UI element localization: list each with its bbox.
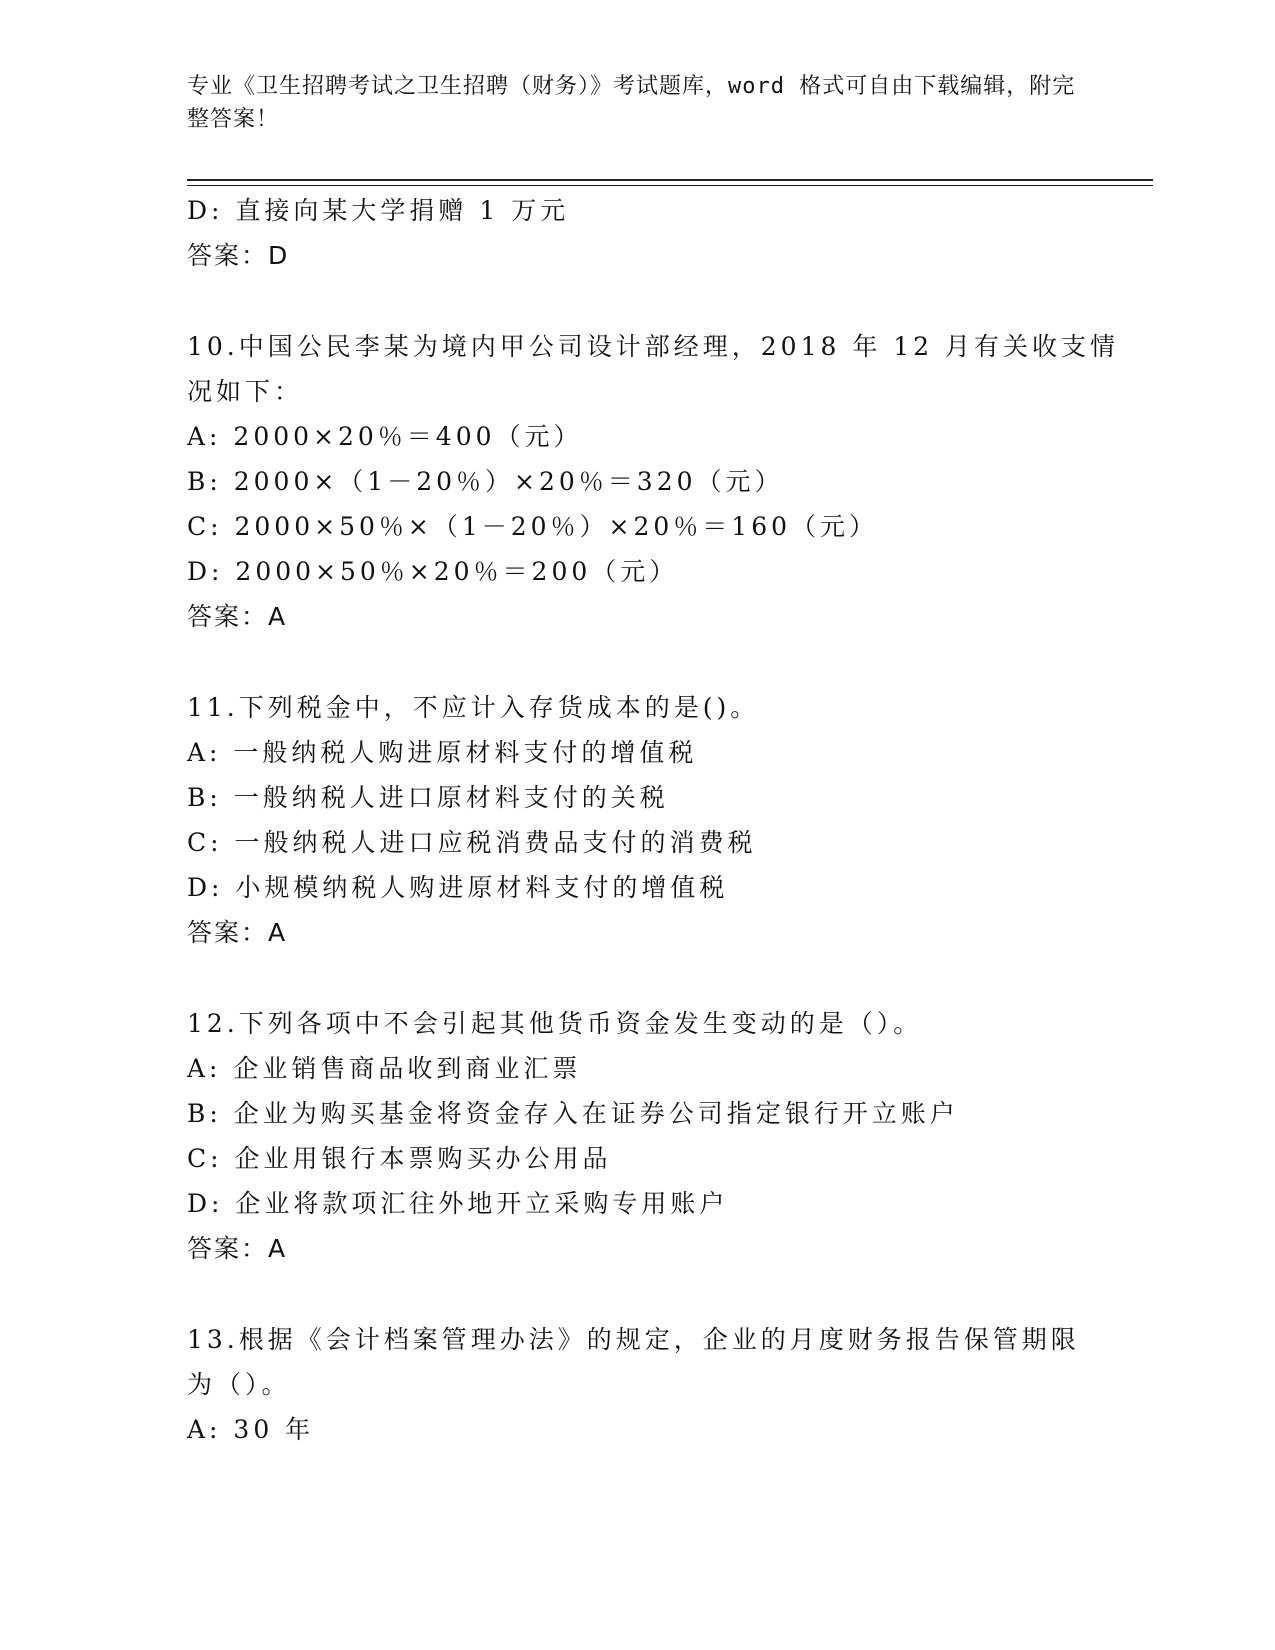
question-stem: 10.中国公民李某为境内甲公司设计部经理，2018 年 12 月有关收支情 [187,332,1120,361]
option-b: B: 一般纳税人进口原材料支付的关税 [187,783,669,812]
answer: 答案：A [187,602,288,631]
question-stem-continued: 为（）。 [187,1370,291,1399]
option-d: D: 2000×50％×20％＝200（元） [187,557,679,586]
option-b: B: 2000×（1－20％）×20％＝320（元） [187,467,784,496]
answer: 答案：A [187,918,288,947]
question-list [187,188,1120,1452]
option-a: A: 一般纳税人购进原材料支付的增值税 [187,738,698,767]
option-d: D: 小规模纳税人购进原材料支付的增值税 [187,873,729,902]
question-stem-continued: 况如下： [187,377,304,406]
option-b: B: 企业为购买基金将资金存入在证券公司指定银行开立账户 [187,1099,959,1128]
option-a: A: 企业销售商品收到商业汇票 [187,1054,582,1083]
question-10 [187,324,1120,639]
question-stem: 12.下列各项中不会引起其他货币资金发生变动的是（）。 [187,1009,923,1038]
option-a: A: 30 年 [187,1415,315,1444]
header-text: 专业《卫生招聘考试之卫生招聘（财务）》考试题库，word 格式可自由下载编辑，附完整答案！ [187,74,1076,132]
option-d: D: 企业将款项汇往外地开立采购专用账户 [187,1189,729,1218]
question-12 [187,1001,1087,1271]
option-c: C: 一般纳税人进口应税消费品支付的消费税 [187,828,757,857]
header-divider-thick [187,179,1153,181]
question-11 [187,685,1087,955]
question-13 [187,1317,1087,1452]
option-c: C: 2000×50％×（1－20％）×20％＝160（元） [187,512,879,541]
question-stem: 13.根据《会计档案管理办法》的规定，企业的月度财务报告保管期限 [187,1325,1080,1354]
page-header [187,70,1087,136]
option-d: D: 直接向某大学捐赠 1 万元 [187,196,570,225]
answer: 答案：D [187,241,290,270]
option-a: A: 2000×20％＝400（元） [187,422,583,451]
header-divider-thin [187,185,1153,186]
question-stem: 11.下列税金中，不应计入存货成本的是()。 [187,693,760,722]
answer: 答案：A [187,1234,288,1263]
option-c: C: 企业用银行本票购买办公用品 [187,1144,612,1173]
